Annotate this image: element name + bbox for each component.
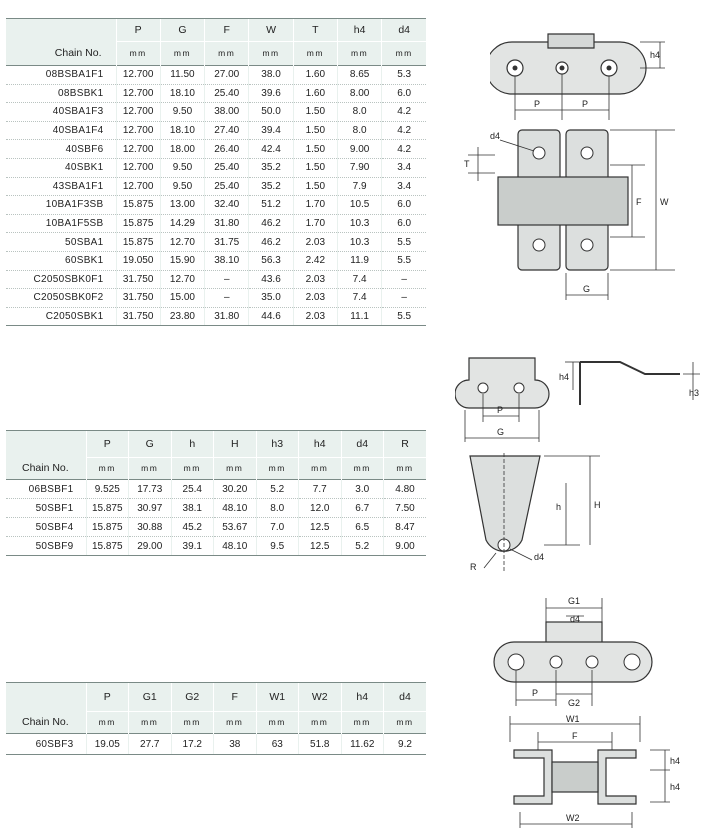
dim-label-g1: G1 xyxy=(568,596,581,606)
value-cell: 15.90 xyxy=(160,251,204,270)
table-row xyxy=(6,214,426,233)
unit-label: mm xyxy=(256,457,299,480)
unit-label: mm xyxy=(171,711,214,734)
dim-label-h4: h4 xyxy=(559,372,570,382)
col-header: d4 xyxy=(382,19,426,42)
col-header: h4 xyxy=(341,683,384,712)
chain-table-2 xyxy=(6,430,426,556)
value-cell: 5.3 xyxy=(382,66,426,85)
col-header: T xyxy=(293,19,337,42)
value-cell: 4.2 xyxy=(382,103,426,122)
value-cell: 8.65 xyxy=(337,66,381,85)
value-cell: 6.0 xyxy=(382,196,426,215)
table-row xyxy=(6,480,426,499)
value-cell: 27.7 xyxy=(129,734,172,755)
value-cell: 38.0 xyxy=(249,66,293,85)
value-cell: 15.875 xyxy=(116,214,160,233)
value-cell: 8.0 xyxy=(337,103,381,122)
unit-label: mm xyxy=(293,41,337,66)
value-cell: 7.4 xyxy=(337,270,381,289)
dim-label-f: F xyxy=(572,731,578,741)
dim-label-h4: h4 xyxy=(670,756,681,766)
value-cell: 12.700 xyxy=(116,84,160,103)
unit-label: mm xyxy=(249,41,293,66)
col-header: P xyxy=(86,431,129,458)
header-row xyxy=(6,683,426,712)
value-cell: 1.60 xyxy=(293,84,337,103)
attachment-plate xyxy=(548,34,594,48)
value-cell: 5.5 xyxy=(382,233,426,252)
chain-table-1 xyxy=(6,18,426,326)
attachment-bracket xyxy=(514,750,552,804)
value-cell: 63 xyxy=(256,734,299,755)
chain-no-cell: 50SBF9 xyxy=(6,537,86,556)
header-spacer xyxy=(6,683,86,712)
unit-label: mm xyxy=(299,711,342,734)
value-cell: 1.70 xyxy=(293,196,337,215)
header-spacer xyxy=(6,19,116,42)
value-cell: 12.0 xyxy=(299,499,342,518)
value-cell: 9.2 xyxy=(384,734,427,755)
col-header: d4 xyxy=(384,683,427,712)
table-row xyxy=(6,537,426,556)
dim-label-p: P xyxy=(534,99,541,109)
value-cell: 38 xyxy=(214,734,257,755)
dim-label-d4: d4 xyxy=(490,131,501,141)
value-cell: 32.40 xyxy=(205,196,249,215)
value-cell: 12.70 xyxy=(160,270,204,289)
value-cell: 3.4 xyxy=(382,158,426,177)
chain-no-cell: 60SBK1 xyxy=(6,251,116,270)
value-cell: 1.50 xyxy=(293,121,337,140)
chain-no-cell: 40SBK1 xyxy=(6,158,116,177)
value-cell: 11.1 xyxy=(337,307,381,326)
value-cell: 51.2 xyxy=(249,196,293,215)
table-row xyxy=(6,499,426,518)
value-cell: 30.20 xyxy=(214,480,257,499)
value-cell: 25.40 xyxy=(205,158,249,177)
col-header: W2 xyxy=(299,683,342,712)
value-cell: 8.00 xyxy=(337,84,381,103)
chain-side-view-diagram xyxy=(490,30,670,120)
value-cell: 38.10 xyxy=(205,251,249,270)
chain-top-view-diagram xyxy=(460,125,680,310)
value-cell: 6.5 xyxy=(341,518,384,537)
value-cell: 4.80 xyxy=(384,480,427,499)
value-cell: 12.5 xyxy=(299,518,342,537)
value-cell: 10.5 xyxy=(337,196,381,215)
value-cell: 35.2 xyxy=(249,158,293,177)
value-cell: 7.50 xyxy=(384,499,427,518)
dim-label-r: R xyxy=(470,562,477,572)
value-cell: – xyxy=(205,289,249,308)
units-row xyxy=(6,41,426,66)
value-cell: 46.2 xyxy=(249,214,293,233)
dim-label-t: T xyxy=(464,159,470,169)
unit-label: mm xyxy=(171,457,214,480)
value-cell: 9.5 xyxy=(256,537,299,556)
value-cell: 17.73 xyxy=(129,480,172,499)
value-cell: 6.7 xyxy=(341,499,384,518)
dim-label-p: P xyxy=(497,405,504,415)
table-row xyxy=(6,251,426,270)
attachment-plate xyxy=(546,622,602,644)
table-row xyxy=(6,158,426,177)
col-header: F xyxy=(214,683,257,712)
attachment-bracket xyxy=(598,750,636,804)
dim-label-h3: h3 xyxy=(689,388,700,398)
value-cell: 31.750 xyxy=(116,307,160,326)
value-cell: 7.7 xyxy=(299,480,342,499)
dim-label-g: G xyxy=(497,427,505,437)
value-cell: 45.2 xyxy=(171,518,214,537)
dim-label-g: G xyxy=(583,284,591,294)
value-cell: 15.00 xyxy=(160,289,204,308)
value-cell: 25.4 xyxy=(171,480,214,499)
unit-label: mm xyxy=(116,41,160,66)
roller-body xyxy=(552,762,598,792)
chain-no-cell: 50SBF4 xyxy=(6,518,86,537)
value-cell: 7.9 xyxy=(337,177,381,196)
unit-label: mm xyxy=(337,41,381,66)
header-row xyxy=(6,431,426,458)
double-attachment-top-diagram xyxy=(500,712,700,830)
table-row xyxy=(6,196,426,215)
unit-label: mm xyxy=(214,457,257,480)
chain-table-3 xyxy=(6,682,426,755)
value-cell: 42.4 xyxy=(249,140,293,159)
value-cell: 12.700 xyxy=(116,177,160,196)
unit-label: mm xyxy=(160,41,204,66)
dim-label-h: h xyxy=(556,502,562,512)
value-cell: 39.6 xyxy=(249,84,293,103)
value-cell: 30.88 xyxy=(129,518,172,537)
value-cell: 2.03 xyxy=(293,233,337,252)
value-cell: 8.0 xyxy=(256,499,299,518)
chain-no-cell: 60SBF3 xyxy=(6,734,86,755)
value-cell: 12.700 xyxy=(116,140,160,159)
dim-label-p: P xyxy=(532,688,539,698)
value-cell: 5.5 xyxy=(382,251,426,270)
value-cell: 12.700 xyxy=(116,158,160,177)
value-cell: 7.90 xyxy=(337,158,381,177)
chain-no-label: Chain No. xyxy=(6,457,86,480)
value-cell: 38.1 xyxy=(171,499,214,518)
roller-body xyxy=(498,177,628,225)
value-cell: 6.0 xyxy=(382,84,426,103)
value-cell: 25.40 xyxy=(205,84,249,103)
value-cell: 51.8 xyxy=(299,734,342,755)
value-cell: 48.10 xyxy=(214,499,257,518)
unit-label: mm xyxy=(299,457,342,480)
value-cell: 38.00 xyxy=(205,103,249,122)
value-cell: – xyxy=(205,270,249,289)
chain-no-cell: 10BA1F5SB xyxy=(6,214,116,233)
value-cell: 27.00 xyxy=(205,66,249,85)
value-cell: 1.60 xyxy=(293,66,337,85)
table-row xyxy=(6,270,426,289)
col-header: P xyxy=(86,683,129,712)
table-row xyxy=(6,103,426,122)
value-cell: 12.700 xyxy=(116,121,160,140)
value-cell: 9.50 xyxy=(160,103,204,122)
chain-no-cell: 08BSBA1F1 xyxy=(6,66,116,85)
table-row xyxy=(6,84,426,103)
value-cell: 18.10 xyxy=(160,121,204,140)
value-cell: 1.50 xyxy=(293,158,337,177)
table-row xyxy=(6,121,426,140)
tapered-plate xyxy=(470,456,540,551)
attachment-link xyxy=(455,358,549,408)
value-cell: 26.40 xyxy=(205,140,249,159)
unit-label: mm xyxy=(129,711,172,734)
value-cell: 35.0 xyxy=(249,289,293,308)
value-cell: 1.50 xyxy=(293,177,337,196)
value-cell: 43.6 xyxy=(249,270,293,289)
value-cell: 8.0 xyxy=(337,121,381,140)
tapered-attachment-diagram xyxy=(460,448,610,578)
value-cell: 12.700 xyxy=(116,103,160,122)
value-cell: 19.050 xyxy=(116,251,160,270)
value-cell: 46.2 xyxy=(249,233,293,252)
value-cell: 39.4 xyxy=(249,121,293,140)
value-cell: 3.0 xyxy=(341,480,384,499)
col-header: H xyxy=(214,431,257,458)
value-cell: 15.875 xyxy=(116,196,160,215)
value-cell: 11.9 xyxy=(337,251,381,270)
value-cell: 1.50 xyxy=(293,140,337,159)
value-cell: 11.50 xyxy=(160,66,204,85)
value-cell: 7.0 xyxy=(256,518,299,537)
value-cell: 5.2 xyxy=(256,480,299,499)
dim-label-d4: d4 xyxy=(570,614,581,624)
chain-no-cell: 40SBA1F4 xyxy=(6,121,116,140)
dim-label-f: F xyxy=(636,197,642,207)
chain-no-cell: C2050SBK0F2 xyxy=(6,289,116,308)
value-cell: 2.03 xyxy=(293,289,337,308)
value-cell: 1.70 xyxy=(293,214,337,233)
table-row xyxy=(6,734,426,755)
dim-label-h4: h4 xyxy=(650,50,661,60)
col-header: W xyxy=(249,19,293,42)
value-cell: 17.2 xyxy=(171,734,214,755)
unit-label: mm xyxy=(341,457,384,480)
header-row xyxy=(6,19,426,42)
value-cell: 4.2 xyxy=(382,121,426,140)
value-cell: – xyxy=(382,270,426,289)
col-header: h4 xyxy=(299,431,342,458)
value-cell: 1.50 xyxy=(293,103,337,122)
value-cell: 10.3 xyxy=(337,214,381,233)
value-cell: 27.40 xyxy=(205,121,249,140)
value-cell: 18.00 xyxy=(160,140,204,159)
value-cell: 2.03 xyxy=(293,307,337,326)
dim-label-g2: G2 xyxy=(568,698,581,708)
value-cell: 31.75 xyxy=(205,233,249,252)
col-header: F xyxy=(205,19,249,42)
unit-label: mm xyxy=(384,457,427,480)
unit-label: mm xyxy=(214,711,257,734)
value-cell: 14.29 xyxy=(160,214,204,233)
chain-no-cell: 50SBA1 xyxy=(6,233,116,252)
dim-label-w: W xyxy=(660,197,669,207)
value-cell: 15.875 xyxy=(116,233,160,252)
value-cell: 50.0 xyxy=(249,103,293,122)
value-cell: 31.750 xyxy=(116,270,160,289)
value-cell: 48.10 xyxy=(214,537,257,556)
table-row xyxy=(6,289,426,308)
col-header: h4 xyxy=(337,19,381,42)
value-cell: 25.40 xyxy=(205,177,249,196)
chain-no-cell: 50SBF1 xyxy=(6,499,86,518)
col-header: G xyxy=(129,431,172,458)
value-cell: 39.1 xyxy=(171,537,214,556)
table-row xyxy=(6,140,426,159)
chain-no-cell: 08BSBK1 xyxy=(6,84,116,103)
chain-no-label: Chain No. xyxy=(6,711,86,734)
value-cell: 2.42 xyxy=(293,251,337,270)
unit-label: mm xyxy=(382,41,426,66)
value-cell: 56.3 xyxy=(249,251,293,270)
value-cell: 53.67 xyxy=(214,518,257,537)
table-row xyxy=(6,518,426,537)
chain-no-cell: 06BSBF1 xyxy=(6,480,86,499)
col-header: h3 xyxy=(256,431,299,458)
col-header: h xyxy=(171,431,214,458)
col-header: P xyxy=(116,19,160,42)
unit-label: mm xyxy=(86,711,129,734)
dim-label-cap-h: H xyxy=(594,500,601,510)
header-spacer xyxy=(6,431,86,458)
value-cell: 8.47 xyxy=(384,518,427,537)
value-cell: 3.4 xyxy=(382,177,426,196)
value-cell: 9.00 xyxy=(337,140,381,159)
col-header: G2 xyxy=(171,683,214,712)
value-cell: 11.62 xyxy=(341,734,384,755)
value-cell: 12.5 xyxy=(299,537,342,556)
value-cell: 29.00 xyxy=(129,537,172,556)
value-cell: – xyxy=(382,289,426,308)
value-cell: 9.50 xyxy=(160,158,204,177)
value-cell: 15.875 xyxy=(86,537,129,556)
col-header: G xyxy=(160,19,204,42)
value-cell: 23.80 xyxy=(160,307,204,326)
value-cell: 13.00 xyxy=(160,196,204,215)
dim-label-p: P xyxy=(582,99,589,109)
value-cell: 15.875 xyxy=(86,499,129,518)
value-cell: 19.05 xyxy=(86,734,129,755)
value-cell: 35.2 xyxy=(249,177,293,196)
value-cell: 5.2 xyxy=(341,537,384,556)
chain-no-cell: 40SBA1F3 xyxy=(6,103,116,122)
value-cell: 6.0 xyxy=(382,214,426,233)
value-cell: 9.50 xyxy=(160,177,204,196)
value-cell: 31.80 xyxy=(205,214,249,233)
value-cell: 31.750 xyxy=(116,289,160,308)
chain-no-cell: 43SBA1F1 xyxy=(6,177,116,196)
value-cell: 9.525 xyxy=(86,480,129,499)
value-cell: 7.4 xyxy=(337,289,381,308)
table-row xyxy=(6,66,426,85)
chain-no-cell: C2050SBK0F1 xyxy=(6,270,116,289)
unit-label: mm xyxy=(86,457,129,480)
table-row xyxy=(6,233,426,252)
value-cell: 5.5 xyxy=(382,307,426,326)
value-cell: 12.700 xyxy=(116,66,160,85)
unit-label: mm xyxy=(341,711,384,734)
dim-label-w2: W2 xyxy=(566,813,580,823)
col-header: G1 xyxy=(129,683,172,712)
value-cell: 44.6 xyxy=(249,307,293,326)
dim-label-w1: W1 xyxy=(566,714,580,724)
value-cell: 18.10 xyxy=(160,84,204,103)
chain-no-cell: 40SBF6 xyxy=(6,140,116,159)
value-cell: 12.70 xyxy=(160,233,204,252)
dim-label-d4: d4 xyxy=(534,552,545,562)
col-header: R xyxy=(384,431,427,458)
chain-no-label: Chain No. xyxy=(6,41,116,66)
value-cell: 15.875 xyxy=(86,518,129,537)
value-cell: 31.80 xyxy=(205,307,249,326)
unit-label: mm xyxy=(384,711,427,734)
value-cell: 2.03 xyxy=(293,270,337,289)
dim-label-h4: h4 xyxy=(670,782,681,792)
unit-label: mm xyxy=(205,41,249,66)
chain-no-cell: C2050SBK1 xyxy=(6,307,116,326)
table-row xyxy=(6,177,426,196)
chain-no-cell: 10BA1F3SB xyxy=(6,196,116,215)
double-attachment-side-diagram xyxy=(492,590,662,710)
value-cell: 30.97 xyxy=(129,499,172,518)
value-cell: 4.2 xyxy=(382,140,426,159)
unit-label: mm xyxy=(256,711,299,734)
units-row xyxy=(6,457,426,480)
col-header: d4 xyxy=(341,431,384,458)
unit-label: mm xyxy=(129,457,172,480)
col-header: W1 xyxy=(256,683,299,712)
value-cell: 9.00 xyxy=(384,537,427,556)
table-row xyxy=(6,307,426,326)
value-cell: 10.3 xyxy=(337,233,381,252)
units-row xyxy=(6,711,426,734)
bent-attachment-diagram xyxy=(455,350,705,445)
